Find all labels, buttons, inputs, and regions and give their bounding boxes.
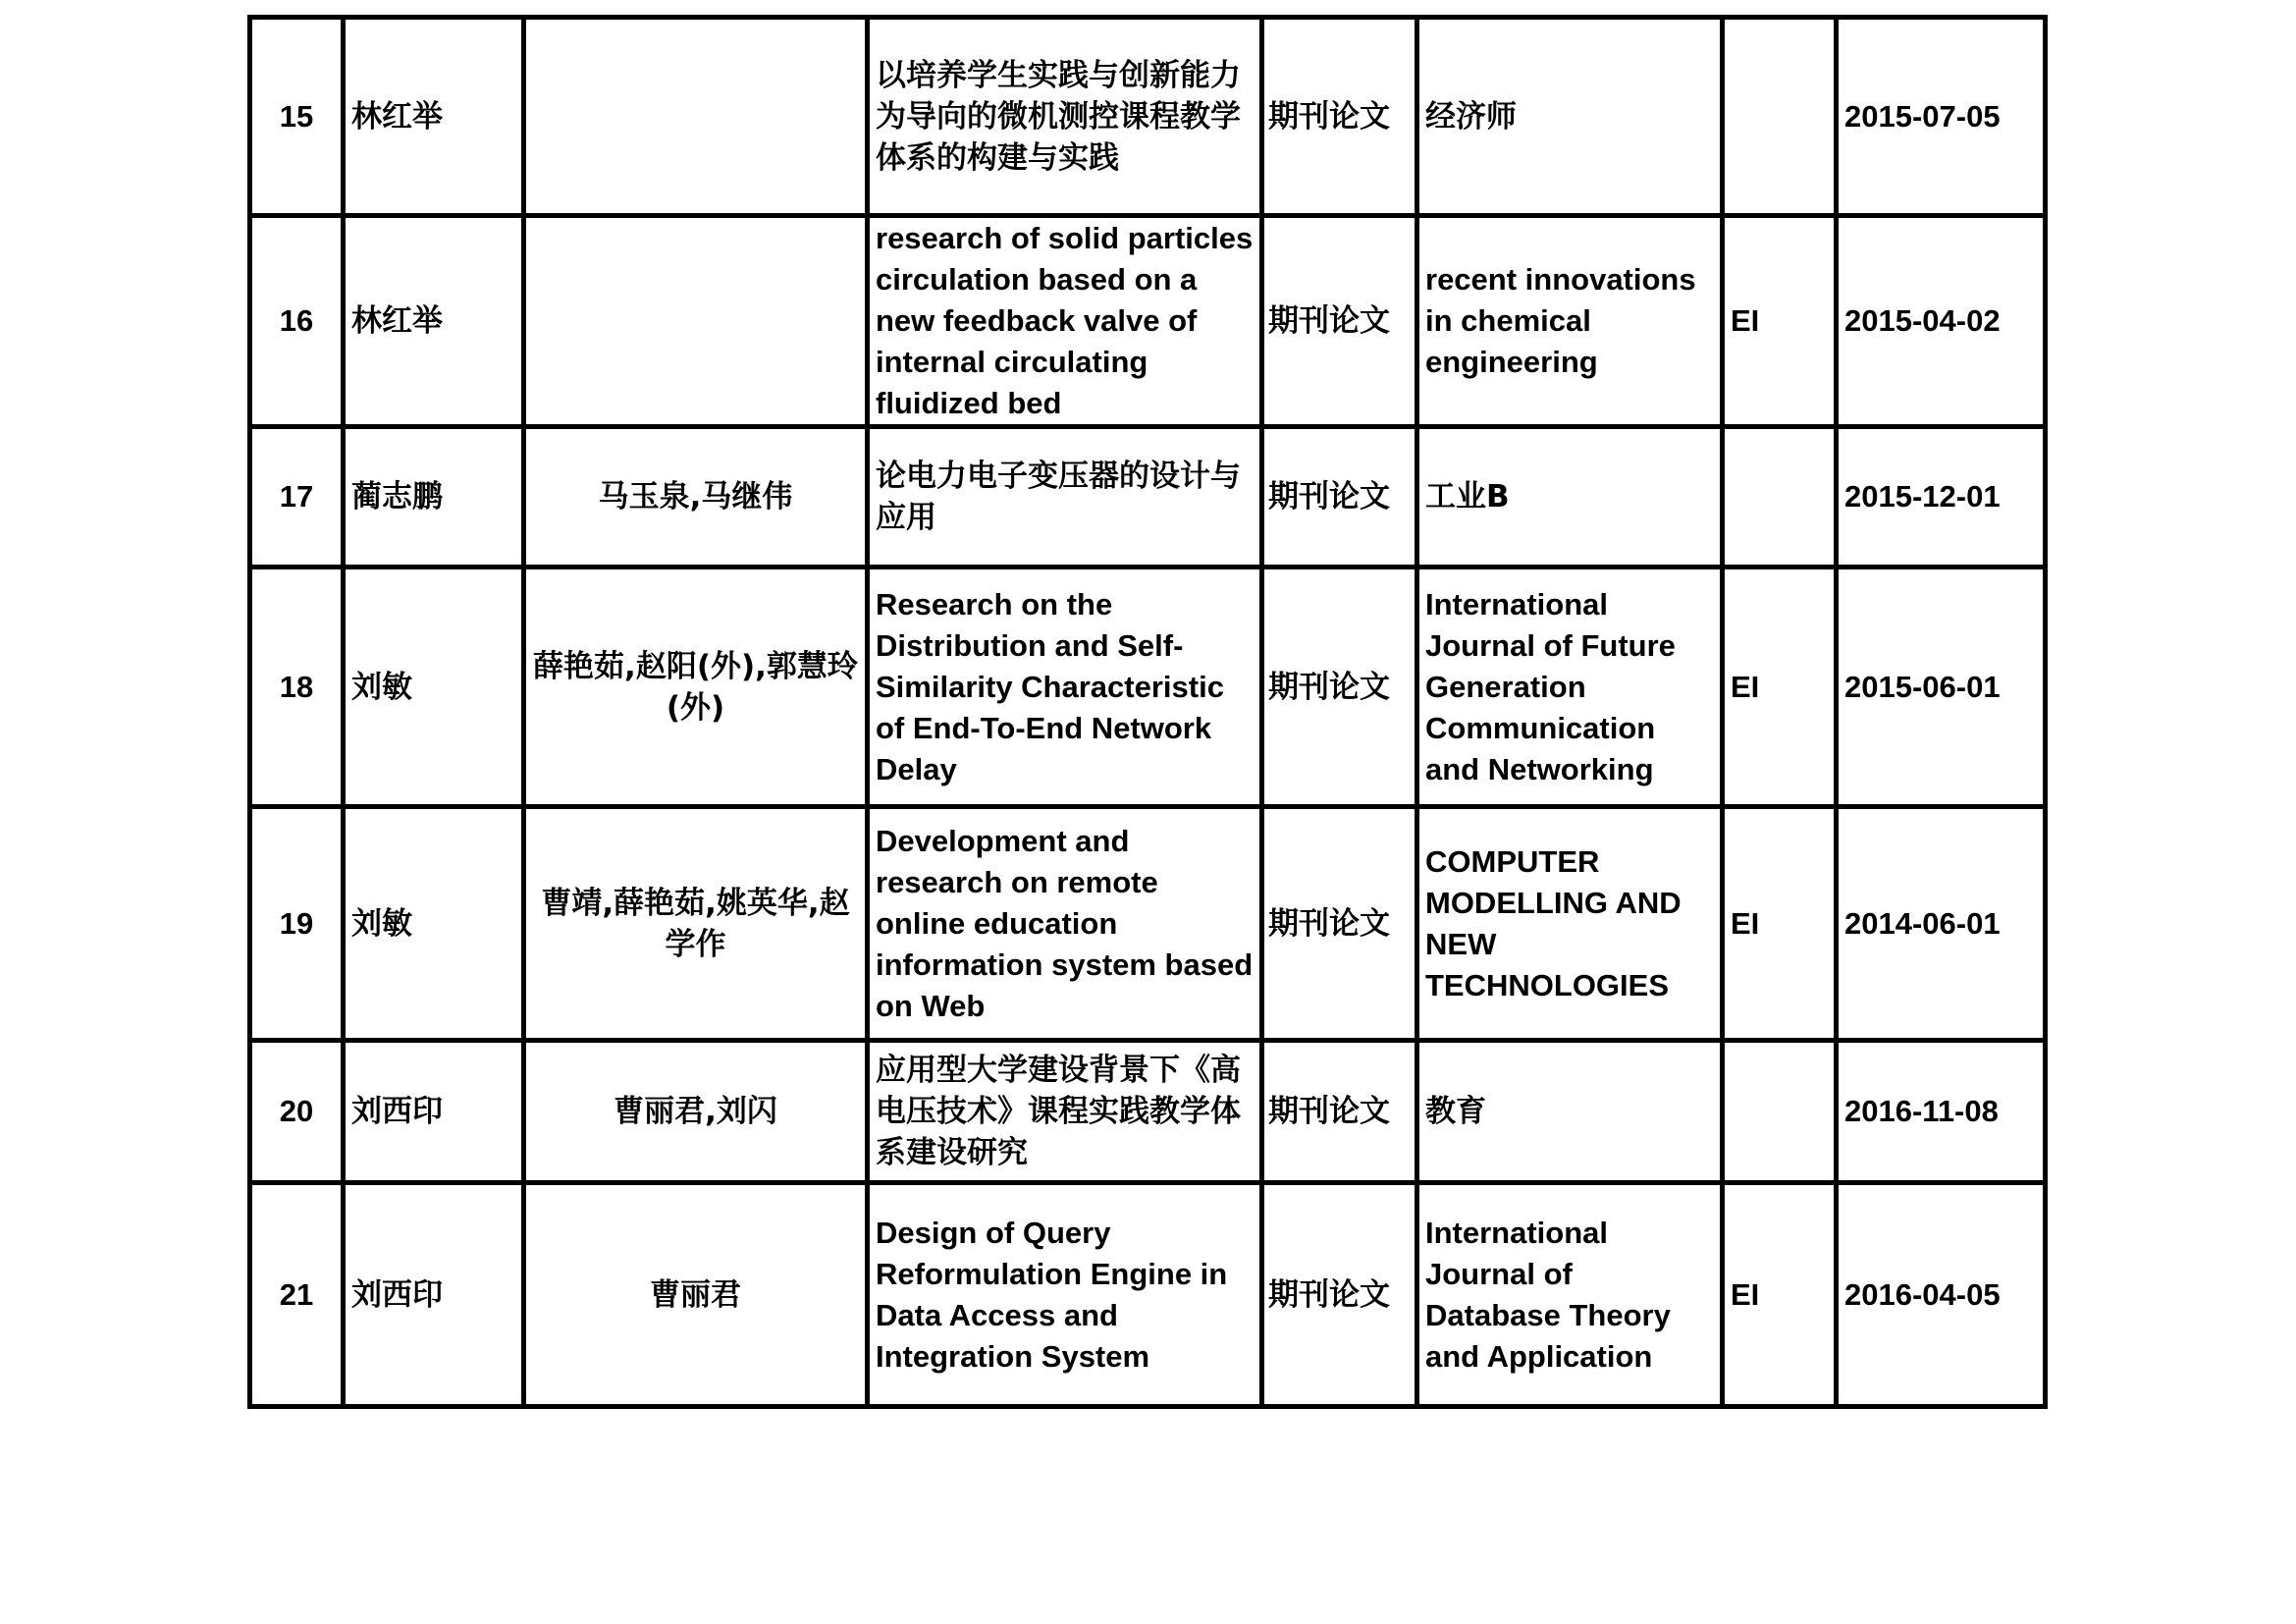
index-type: EI bbox=[1723, 1183, 1837, 1407]
journal-name: 工业B bbox=[1417, 427, 1723, 568]
index-type: EI bbox=[1723, 568, 1837, 807]
paper-type: 期刊论文 bbox=[1262, 18, 1417, 216]
journal-name: recent innovations in chemical engineering bbox=[1417, 216, 1723, 427]
paper-type: 期刊论文 bbox=[1262, 216, 1417, 427]
publish-date: 2014-06-01 bbox=[1837, 807, 2046, 1041]
publish-date: 2016-04-05 bbox=[1837, 1183, 2046, 1407]
publish-date: 2015-12-01 bbox=[1837, 427, 2046, 568]
paper-title: research of solid particles circulation based on a new feedback valve of internal circulating fluidized bed bbox=[868, 216, 1262, 427]
first-author: 林红举 bbox=[344, 18, 524, 216]
table-row bbox=[250, 427, 2046, 568]
table-row bbox=[250, 216, 2046, 427]
other-authors: 曹丽君,刘闪 bbox=[524, 1041, 868, 1183]
paper-type: 期刊论文 bbox=[1262, 568, 1417, 807]
first-author: 刘西印 bbox=[344, 1183, 524, 1407]
other-authors bbox=[524, 216, 868, 427]
first-author: 蔺志鹏 bbox=[344, 427, 524, 568]
first-author: 刘敏 bbox=[344, 568, 524, 807]
journal-name: COMPUTER MODELLING AND NEW TECHNOLOGIES bbox=[1417, 807, 1723, 1041]
row-number: 21 bbox=[250, 1183, 344, 1407]
paper-title: 论电力电子变压器的设计与应用 bbox=[868, 427, 1262, 568]
index-type bbox=[1723, 1041, 1837, 1183]
table-row bbox=[250, 1041, 2046, 1183]
paper-title: 应用型大学建设背景下《高电压技术》课程实践教学体系建设研究 bbox=[868, 1041, 1262, 1183]
first-author: 刘西印 bbox=[344, 1041, 524, 1183]
first-author: 林红举 bbox=[344, 216, 524, 427]
journal-name: 教育 bbox=[1417, 1041, 1723, 1183]
paper-type: 期刊论文 bbox=[1262, 1041, 1417, 1183]
journal-name: 经济师 bbox=[1417, 18, 1723, 216]
publish-date: 2015-06-01 bbox=[1837, 568, 2046, 807]
other-authors: 马玉泉,马继伟 bbox=[524, 427, 868, 568]
row-number: 15 bbox=[250, 18, 344, 216]
other-authors bbox=[524, 18, 868, 216]
row-number: 19 bbox=[250, 807, 344, 1041]
row-number: 18 bbox=[250, 568, 344, 807]
paper-title: Development and research on remote online education information system based on Web bbox=[868, 807, 1262, 1041]
journal-name: International Journal of Database Theory and Application bbox=[1417, 1183, 1723, 1407]
paper-type: 期刊论文 bbox=[1262, 427, 1417, 568]
other-authors: 薛艳茹,赵阳(外),郭慧玲(外) bbox=[524, 568, 868, 807]
table-row bbox=[250, 18, 2046, 216]
index-type: EI bbox=[1723, 216, 1837, 427]
row-number: 16 bbox=[250, 216, 344, 427]
publish-date: 2016-11-08 bbox=[1837, 1041, 2046, 1183]
publish-date: 2015-07-05 bbox=[1837, 18, 2046, 216]
paper-type: 期刊论文 bbox=[1262, 807, 1417, 1041]
table-row bbox=[250, 568, 2046, 807]
publish-date: 2015-04-02 bbox=[1837, 216, 2046, 427]
index-type bbox=[1723, 427, 1837, 568]
paper-title: Research on the Distribution and Self-Similarity Characteristic of End-To-End Network Delay bbox=[868, 568, 1262, 807]
index-type: EI bbox=[1723, 807, 1837, 1041]
other-authors: 曹丽君 bbox=[524, 1183, 868, 1407]
paper-list-table bbox=[247, 15, 2048, 1409]
row-number: 20 bbox=[250, 1041, 344, 1183]
paper-title: 以培养学生实践与创新能力为导向的微机测控课程教学体系的构建与实践 bbox=[868, 18, 1262, 216]
table-row bbox=[250, 1183, 2046, 1407]
journal-name: International Journal of Future Generation Communication and Networking bbox=[1417, 568, 1723, 807]
paper-type: 期刊论文 bbox=[1262, 1183, 1417, 1407]
table-row bbox=[250, 807, 2046, 1041]
first-author: 刘敏 bbox=[344, 807, 524, 1041]
row-number: 17 bbox=[250, 427, 344, 568]
index-type bbox=[1723, 18, 1837, 216]
other-authors: 曹靖,薛艳茹,姚英华,赵学作 bbox=[524, 807, 868, 1041]
paper-title: Design of Query Reformulation Engine in Data Access and Integration System bbox=[868, 1183, 1262, 1407]
